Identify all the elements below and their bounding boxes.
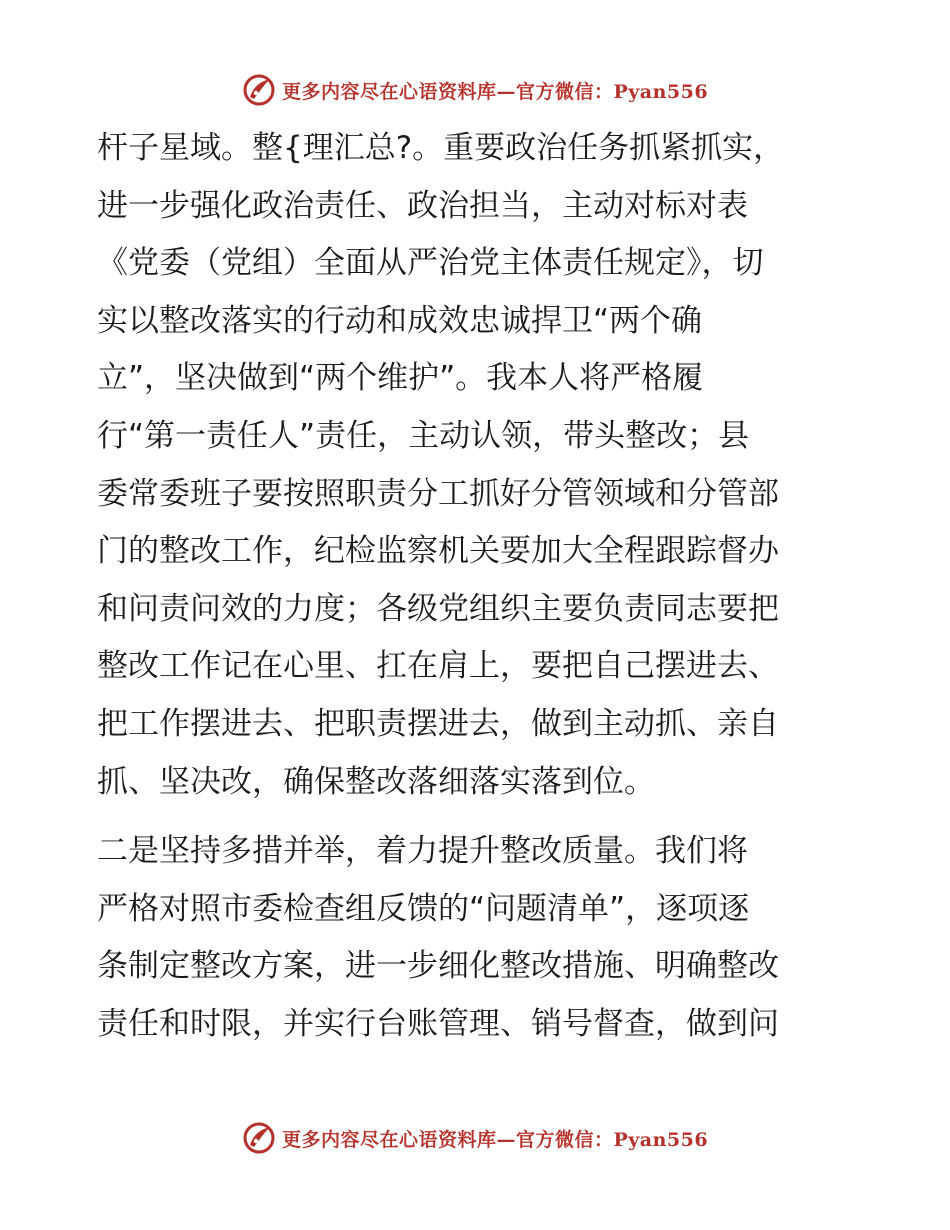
text-line: 门的整改工作，纪检监察机关要加大全程跟踪督办 <box>97 533 779 570</box>
paragraph-spacer <box>97 811 853 823</box>
text-line: 杆子星域。整{理汇总?。重要政治任务抓紧抓实， <box>97 130 785 166</box>
watermark-text: 更多内容尽在心语资料库—官方微信：Pyan556 <box>281 1128 709 1151</box>
header-watermark <box>0 70 950 110</box>
text-line: 行“第一责任人”责任，主动认领，带头整改；县 <box>97 417 750 454</box>
text-line: 整改工作记在心里、扛在肩上，要把自己摆进去、 <box>97 648 779 685</box>
text-line: 把工作摆进去、把职责摆进去，做到主动抓、亲自 <box>97 705 779 742</box>
text-line: 实以整改落实的行动和成效忠诚捍卫“两个确 <box>97 302 703 339</box>
paragraph-2 <box>97 823 853 1053</box>
text-line: 严格对照市委检查组反馈的“问题清单”，逐项逐 <box>97 890 750 927</box>
document-body <box>97 120 853 1054</box>
watermark-logo-icon <box>242 1121 276 1155</box>
text-line: 责任和时限，并实行台账管理、销号督查，做到问 <box>97 1005 779 1042</box>
text-line: 委常委班子要按照职责分工抓好分管领域和分管部 <box>97 475 779 512</box>
watermark-text: 更多内容尽在心语资料库—官方微信：Pyan556 <box>281 80 709 103</box>
paragraph-1 <box>97 120 853 811</box>
text-line: 和问责问效的力度；各级党组织主要负责同志要把 <box>97 590 779 627</box>
text-line: 二是坚持多措并举，着力提升整改质量。我们将 <box>97 833 748 870</box>
footer-watermark <box>0 1118 950 1158</box>
text-line: 抓、坚决改，确保整改落细落实落到位。 <box>97 763 655 800</box>
text-line: 进一步强化政治责任、政治担当，主动对标对表 <box>97 187 748 224</box>
text-line: 立”，坚决做到“两个维护”。我本人将严格履 <box>97 360 704 397</box>
text-line: 条制定整改方案，进一步细化整改措施、明确整改 <box>97 948 779 985</box>
watermark-logo-icon <box>242 73 276 107</box>
text-line: 《党委（党组）全面从严治党主体责任规定》，切 <box>97 245 764 282</box>
